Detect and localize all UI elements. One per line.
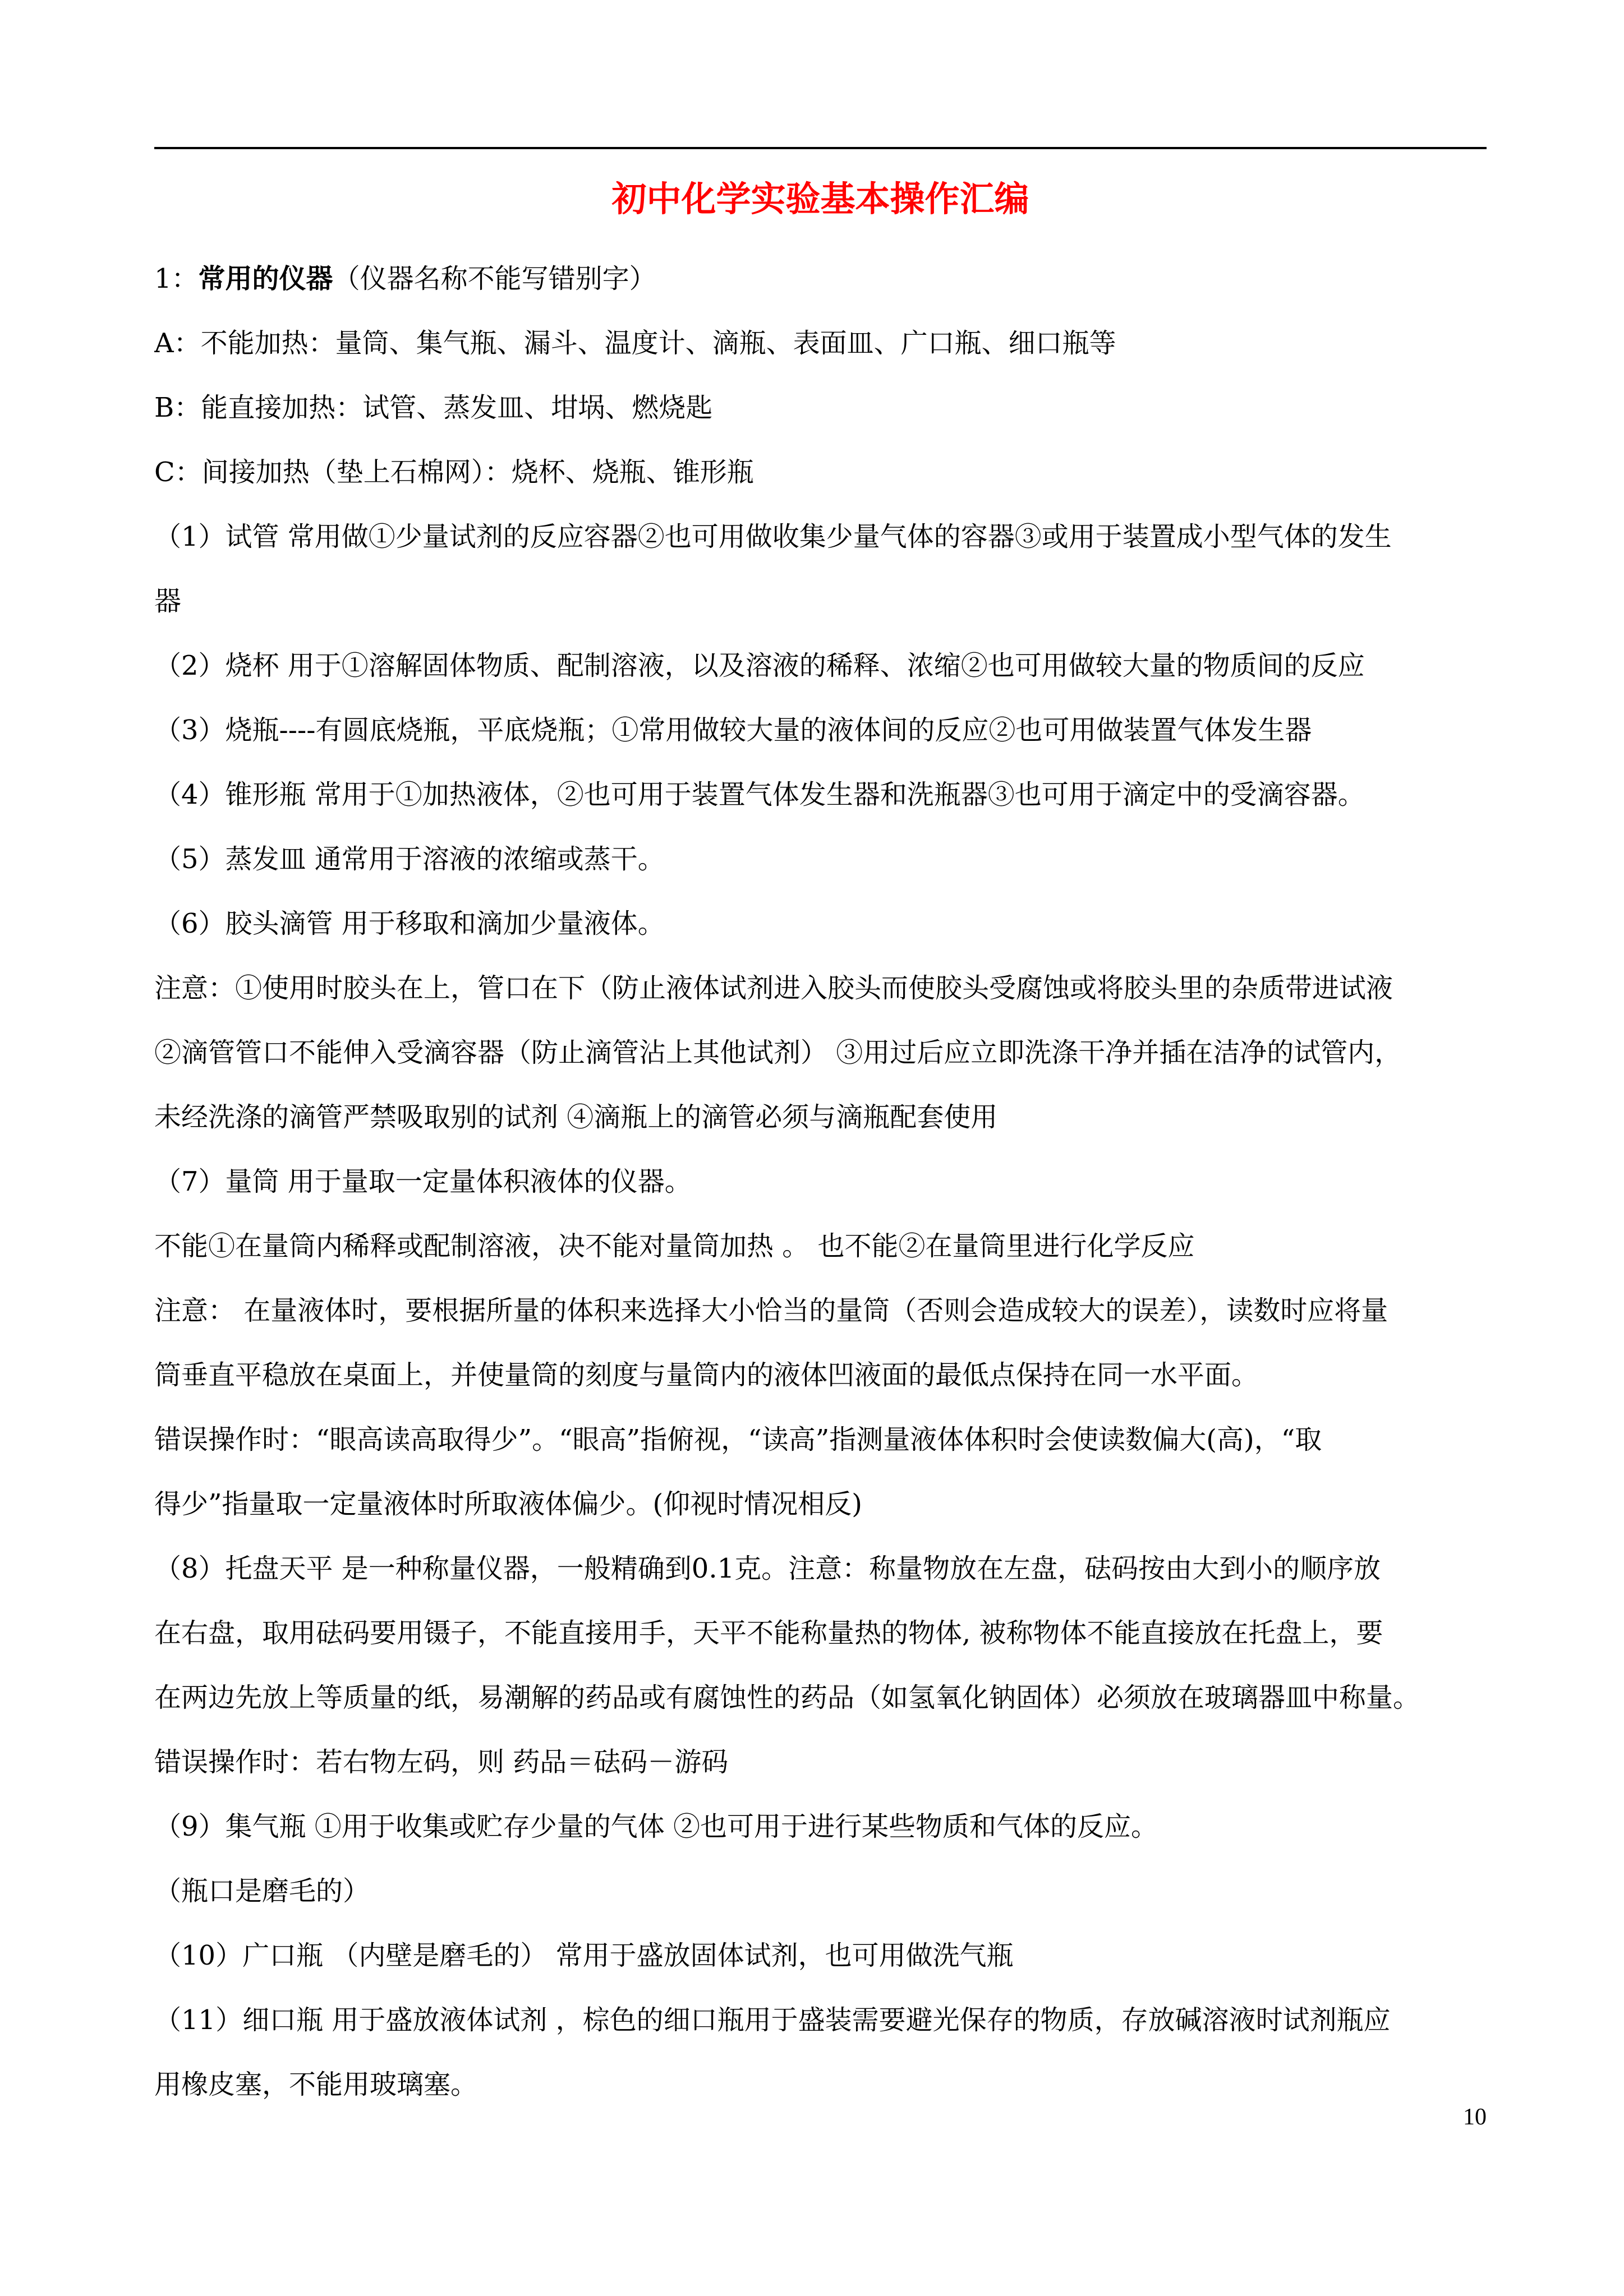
text-line: 注意： 在量液体时，要根据所量的体积来选择大小恰当的量筒（否则会造成较大的误差），读数时应将量 (154, 1295, 1388, 1326)
text-line: （2）烧杯 用于①溶解固体物质、配制溶液，以及溶液的稀释、浓缩②也可用做较大量的物质间的反应 (154, 650, 1365, 681)
document-body (154, 247, 1487, 2117)
text-line: 在右盘，取用砝码要用镊子，不能直接用手，天平不能称量热的物体, 被称物体不能直接放在托盘上，要 (154, 1617, 1383, 1649)
document-title: 初中化学实验基本操作汇编 (611, 178, 1029, 219)
text-line: （8）托盘天平 是一种称量仪器，一般精确到0.1克。注意：称量物放在左盘，砝码按由大到小的顺序放 (154, 1553, 1381, 1584)
section-title: 常用的仪器 (198, 263, 333, 294)
text-line: （4）锥形瓶 常用于①加热液体，②也可用于装置气体发生器和洗瓶器③也可用于滴定中的受滴容器。 (154, 779, 1365, 810)
text-line: （瓶口是磨毛的） (154, 1875, 370, 1907)
text-line: 用橡皮塞，不能用玻璃塞。 (154, 2069, 478, 2100)
text-line: B：能直接加热：试管、蒸发皿、坩埚、燃烧匙 (154, 392, 713, 423)
header-rule (154, 147, 1487, 149)
text-line: （3）烧瓶----有圆底烧瓶，平底烧瓶；①常用做较大量的液体间的反应②也可用做装置气体发生器 (154, 714, 1312, 746)
text-line: ②滴管管口不能伸入受滴容器（防止滴管沾上其他试剂） ③用过后应立即洗涤干净并插在洁净的试管内， (154, 1037, 1402, 1068)
section-note: （仪器名称不能写错别字） (333, 263, 656, 294)
text-line: 错误操作时：若右物左码，则 药品＝砝码－游码 (154, 1746, 729, 1778)
text-line: 不能①在量筒内稀释或配制溶液，决不能对量筒加热 。 也不能②在量筒里进行化学反应 (154, 1230, 1195, 1262)
text-line: 器 (154, 585, 182, 617)
section-heading (154, 247, 1487, 311)
text-line: A：不能加热：量筒、集气瓶、漏斗、温度计、滴瓶、表面皿、广口瓶、细口瓶等 (154, 328, 1116, 359)
text-line: （6）胶头滴管 用于移取和滴加少量液体。 (154, 908, 665, 939)
text-line: 在两边先放上等质量的纸，易潮解的药品或有腐蚀性的药品（如氢氧化钠固体）必须放在玻璃器皿中称量。 (154, 1682, 1420, 1713)
section-number: 1： (154, 263, 199, 294)
text-line: 错误操作时：“眼高读高取得少”。“眼高”指俯视，“读高”指测量液体体积时会使读数偏大(高)，“取 (154, 1424, 1322, 1455)
text-line: 得少”指量取一定量液体时所取液体偏少。(仰视时情况相反) (154, 1488, 862, 1520)
text-line: （11）细口瓶 用于盛放液体试剂 ，棕色的细口瓶用于盛装需要避光保存的物质，存放碱溶液时试剂瓶应 (154, 2004, 1391, 2036)
text-line: 注意：①使用时胶头在上，管口在下（防止液体试剂进入胶头而使胶头受腐蚀或将胶头里的杂质带进试液 (154, 972, 1393, 1004)
text-line: （9）集气瓶 ①用于收集或贮存少量的气体 ②也可用于进行某些物质和气体的反应。 (154, 1811, 1158, 1842)
page-number: 10 (1463, 2104, 1487, 2130)
text-line: （10）广口瓶 （内壁是磨毛的） 常用于盛放固体试剂，也可用做洗气瓶 (154, 1940, 1014, 1971)
text-line: （1）试管 常用做①少量试剂的反应容器②也可用做收集少量气体的容器③或用于装置成小型气体的发生 (154, 521, 1392, 552)
text-line: （5）蒸发皿 通常用于溶液的浓缩或蒸干。 (154, 843, 665, 875)
text-line: 未经洗涤的滴管严禁吸取别的试剂 ④滴瓶上的滴管必须与滴瓶配套使用 (154, 1101, 998, 1133)
text-line: （7）量筒 用于量取一定量体积液体的仪器。 (154, 1166, 692, 1197)
text-line: C：间接加热（垫上石棉网）：烧杯、烧瓶、锥形瓶 (154, 457, 754, 488)
text-line: 筒垂直平稳放在桌面上，并使量筒的刻度与量筒内的液体凹液面的最低点保持在同一水平面。 (154, 1359, 1259, 1391)
